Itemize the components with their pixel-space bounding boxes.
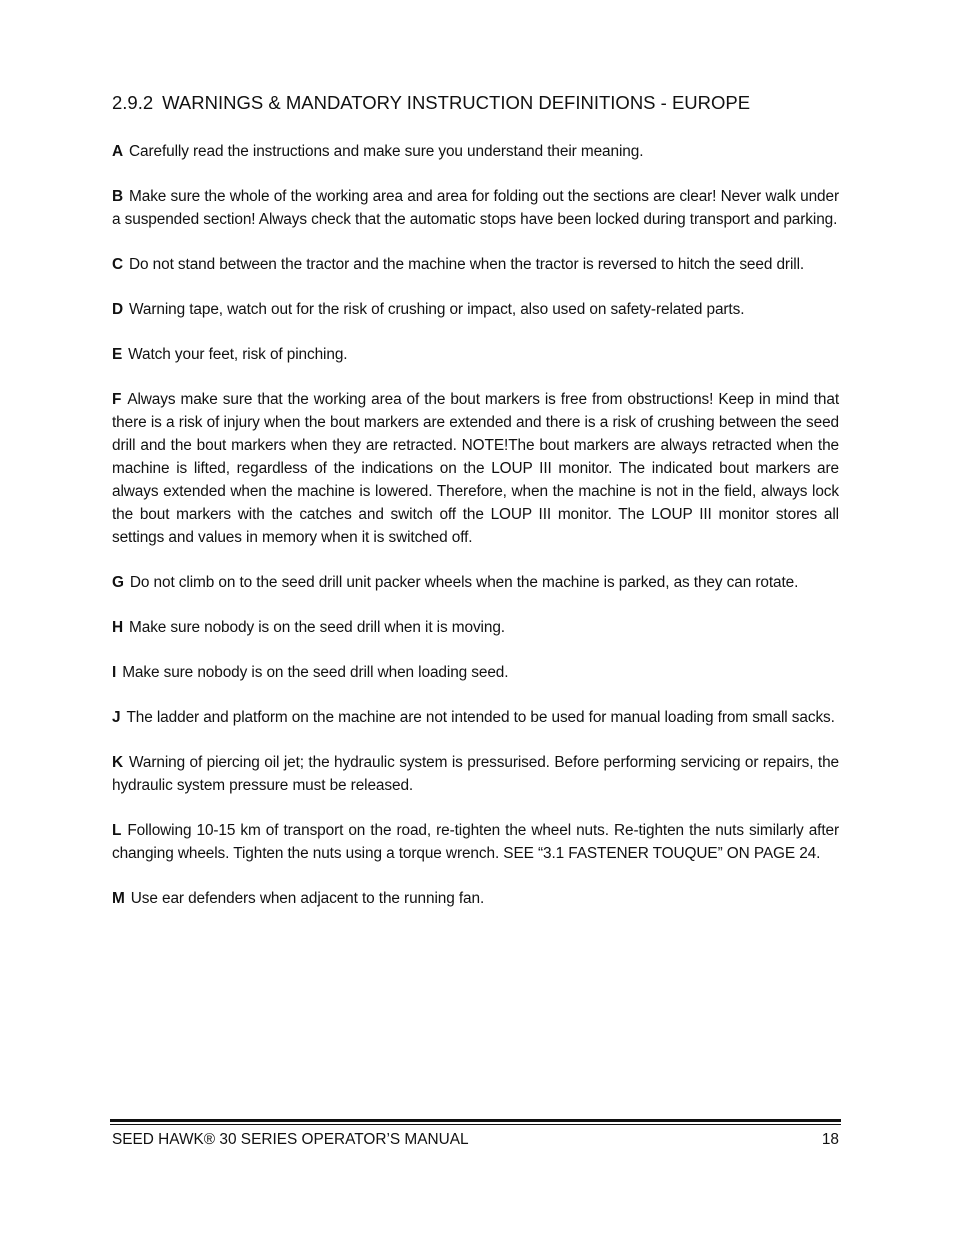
item-letter: M bbox=[112, 890, 125, 907]
instruction-item-l bbox=[112, 819, 839, 865]
section-heading bbox=[112, 90, 839, 116]
item-text: Make sure nobody is on the seed drill when it is moving. bbox=[129, 619, 505, 636]
item-text: Warning tape, watch out for the risk of crushing or impact, also used on safety-related parts. bbox=[129, 301, 745, 318]
section-number: 2.9.2 bbox=[112, 92, 154, 113]
item-text: Make sure nobody is on the seed drill when loading seed. bbox=[122, 664, 509, 681]
item-letter: K bbox=[112, 754, 124, 771]
item-text: Make sure the whole of the working area and area for folding out the sections are clear! Never walk under a suspended section! Always check that the automatic stops have been locked during transport and parking. bbox=[112, 188, 839, 228]
instruction-item-c bbox=[112, 253, 839, 276]
instruction-item-i bbox=[112, 661, 839, 684]
instruction-item-j bbox=[112, 706, 839, 729]
item-text: The ladder and platform on the machine are not intended to be used for manual loading from small sacks. bbox=[126, 709, 835, 726]
item-text: Use ear defenders when adjacent to the running fan. bbox=[130, 890, 485, 907]
instruction-item-h bbox=[112, 616, 839, 639]
instruction-item-e bbox=[112, 343, 839, 366]
instruction-item-d bbox=[112, 298, 839, 321]
manual-title: SEED HAWK® 30 SERIES OPERATOR’S MANUAL bbox=[112, 1131, 469, 1148]
instruction-item-m bbox=[112, 887, 839, 910]
page-footer bbox=[110, 1119, 841, 1151]
page-body bbox=[112, 90, 839, 932]
footer-row bbox=[110, 1129, 841, 1151]
instruction-item-f bbox=[112, 388, 839, 549]
item-letter: E bbox=[112, 346, 123, 363]
item-letter: H bbox=[112, 619, 124, 636]
item-letter: G bbox=[112, 574, 124, 591]
item-letter: A bbox=[112, 143, 124, 160]
item-text: Do not climb on to the seed drill unit packer wheels when the machine is parked, as they can rotate. bbox=[129, 574, 799, 591]
item-text: Warning of piercing oil jet; the hydraulic system is pressurised. Before performing servicing or repairs, the hydraulic system pressure must be released. bbox=[112, 754, 839, 794]
item-letter: I bbox=[112, 664, 117, 681]
item-text: Carefully read the instructions and make sure you understand their meaning. bbox=[129, 143, 644, 160]
item-letter: C bbox=[112, 256, 124, 273]
item-text: Always make sure that the working area of the bout markers is free from obstructions! Keep in mind that there is a risk of injury when the bout markers are extended and there is a risk of crushing between the seed drill and the bout markers when they are retracted. NOTE!The bout markers are always retracted when the machine is lifted, regardless of the indications on the LOUP III monitor. The indicated bout markers are always extended when the machine is lowered. Therefore, when the machine is not in the field, always lock the bout markers with the catches and switch off the LOUP III monitor. The LOUP III monitor stores all settings and values in memory when it is switched off. bbox=[112, 391, 839, 546]
instruction-item-k bbox=[112, 751, 839, 797]
instruction-item-a bbox=[112, 140, 839, 163]
item-letter: B bbox=[112, 188, 124, 205]
item-letter: L bbox=[112, 822, 122, 839]
section-title: WARNINGS & MANDATORY INSTRUCTION DEFINITIONS - EUROPE bbox=[162, 92, 751, 113]
item-text: Watch your feet, risk of pinching. bbox=[128, 346, 348, 363]
footer-rule-thin bbox=[110, 1124, 841, 1125]
item-letter: F bbox=[112, 391, 122, 408]
item-letter: D bbox=[112, 301, 124, 318]
item-text: Following 10-15 km of transport on the road, re-tighten the wheel nuts. Re-tighten the nuts similarly after changing wheels. Tighten the nuts using a torque wrench. SEE “3.1 FASTENER TOUQUE” ON PAGE 24. bbox=[112, 822, 839, 862]
item-text: Do not stand between the tractor and the machine when the tractor is reversed to hitch the seed drill. bbox=[129, 256, 805, 273]
instruction-item-b bbox=[112, 185, 839, 231]
page-number: 18 bbox=[821, 1131, 839, 1148]
footer-rule-thick bbox=[110, 1119, 841, 1122]
item-letter: J bbox=[112, 709, 121, 726]
instruction-item-g bbox=[112, 571, 839, 594]
